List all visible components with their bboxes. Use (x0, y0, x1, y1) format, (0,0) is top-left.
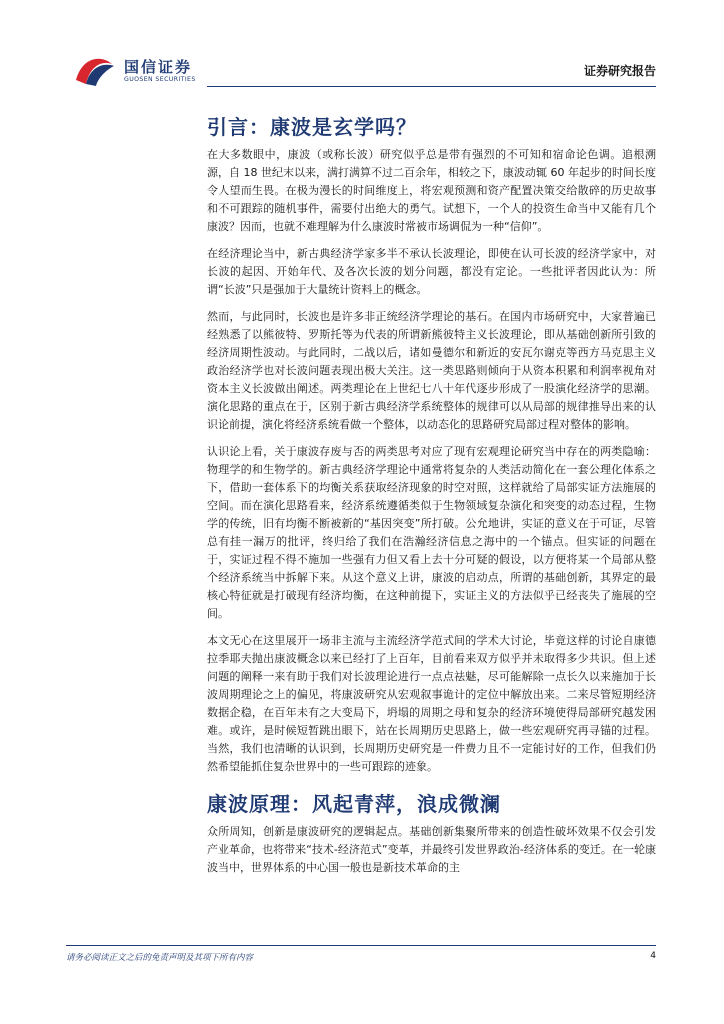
section-title-intro: 引言：康波是玄学吗？ (207, 115, 417, 139)
report-type-label: 证券研究报告 (583, 64, 656, 78)
main-content (207, 108, 656, 886)
paragraph: 众所周知，创新是康波研究的逻辑起点。基础创新集聚所带来的创造性破坏效果不仅会引发产业革命，也将带来“技术-经济范式”变革，并最终引发世界政治-经济体系的变迁。在一轮康波当中，世界体系的中心国一般也是新技术革命的主 (207, 825, 656, 874)
page-number: 4 (650, 951, 656, 961)
paragraph: 然而，与此同时，长波也是许多非正统经济学理论的基石。在国内市场研究中，大家普遍已经熟悉了以熊彼特、罗斯托等为代表的所谓新熊彼特主义长波理论，即从基础创新所引致的经济周期性波动。与此同时，二战以后，诸如曼德尔和新近的安瓦尔谢克等西方马克思主义政治经济学也对长波问题表现出极大关注。这一类思路则倾向于从资本积累和利润率视角对资本主义长波做出阐述。两类理论在上世纪七八十年代逐步形成了一股演化经济学的思潮。演化思路的重点在于，区别于新古典经济学系统整体的规律可以从局部的规律推导出来的认识论前提，演化将经济系统看做一个整体，以动态化的思路研究局部过程对整体的影响。 (207, 310, 656, 431)
page-header (0, 0, 724, 92)
footer-disclaimer: 请务必阅读正文之后的免责声明及其项下所有内容 (66, 953, 254, 963)
paragraph: 在大多数眼中，康波（或称长波）研究似乎总是带有强烈的不可知和宿命论色调。追根溯源，自 18 世纪末以来，满打满算不过二百余年，相较之下，康波动辄 60 年起步的时间长度令人望而生畏。在极为漫长的时间维度上，将宏观预测和资产配置决策交给散碎的历史故事和不可跟踪的随机事件，需要付出绝大的勇气。试想下，一个人的投资生命当中又能有几个康波？因而，也就不难理解为什么康波时常被市场调侃为一种“信仰”。 (207, 148, 656, 233)
paragraph: 在经济理论当中，新古典经济学家多半不承认长波理论，即使在认可长波的经济学家中，对长波的起因、开始年代、及各次长波的划分问题，都没有定论。一些批评者因此认为：所谓“长波”只是强加于大量统计资料上的概念。 (207, 247, 656, 296)
header-divider (207, 86, 656, 87)
paragraph: 认识论上看，关于康波存废与否的两类思考对应了现有宏观理论研究当中存在的两类隐喻：物理学的和生物学的。新古典经济学理论中通常将复杂的人类活动简化在一套公理化体系之下，借助一套体系下的均衡关系获取经济现象的时空对照，这样就给了局部实证方法施展的空间。而在演化思路看来，经济系统遵循类似于生物领域复杂演化和突变的动态过程，生物学的传统，旧有均衡不断被新的“基因突变”所打破。公允地讲，实证的意义在于可证，尽管总有挂一漏万的批评，终归给了我们在浩瀚经济信息之海中的一个锚点。但实证的问题在于，实证过程不得不施加一些强有力但又看上去十分可疑的假设，以方便将某一个局部从整个经济系统当中拆解下来。从这个意义上讲，康波的启动点，所谓的基础创新，其界定的最核心特征就是打破现有经济均衡，在这种前提下，实证主义的方法似乎已经丧失了施展的空间。 (207, 445, 656, 620)
logo-text-en: GUOSEN SECURITIES (124, 76, 196, 83)
logo-mark-icon (72, 50, 118, 88)
guosen-logo (72, 50, 202, 90)
logo-text-cn: 国信证券 (124, 58, 193, 76)
section-title-principle: 康波原理：风起青萍，浪成微澜 (207, 792, 501, 816)
paragraph: 本文无心在这里展开一场非主流与主流经济学范式间的学术大讨论，毕竟这样的讨论自康德拉季耶夫抛出康波概念以来已经打了上百年，目前看来双方似乎并未取得多少共识。但上述问题的阐释一来有助于我们对长波理论进行一点点祛魅，尽可能解除一点长久以来施加于长波周期理论之上的偏见，将康波研究从宏观叙事诡计的定位中解放出来。二来尽管短期经济数据企稳，在百年未有之大变局下，坍塌的周期之母和复杂的经济环境使得局部研究越发困难。或许，是时候短暂跳出眼下，站在长周期历史思路上，做一些宏观研究再寻锚的过程。当然，我们也清晰的认识到，长周期历史研究是一件费力且不一定能讨好的工作，但我们仍然希望能抓住复杂世界中的一些可跟踪的迹象。 (207, 634, 656, 773)
footer-divider (66, 945, 656, 946)
